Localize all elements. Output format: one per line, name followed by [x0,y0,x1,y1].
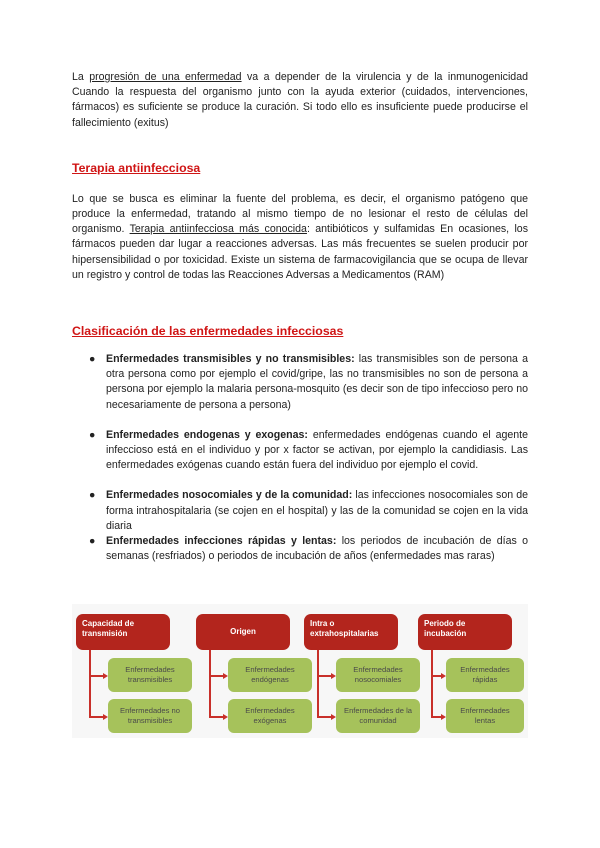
bullet-icon: ● [89,535,96,548]
connector-line [317,716,332,718]
intro-underlined-term: progresión de una enfermedad [89,71,242,83]
bullet-icon: ● [89,489,96,502]
diagram-leaf: Enfermedades endógenas [228,658,312,692]
terapia-paragraph [72,192,528,283]
document-body [72,70,528,564]
intro-text-end: va a depender de la virulencia y de la inmunogenicidad Cuando la respuesta del organismo junto con la ayuda exterior (cuidados, intervenciones, fármacos) es suficiente se produce la curación. Si todo ello es insuficiente puede producirse el fallecimiento (exitus) [72,71,528,129]
classification-diagram [72,604,528,738]
diagram-leaf: Enfermedades de la comunidad [336,699,420,733]
connector-line [317,675,332,677]
list-item [72,534,528,564]
section-heading-clasificacion: Clasificación de las enfermedades infecciosas [72,324,344,339]
bullet-icon: ● [89,428,96,441]
connector-line [89,716,104,718]
diagram-leaf: Enfermedades transmisibles [108,658,192,692]
diagram-leaf: Enfermedades exógenas [228,699,312,733]
list-item-term: Enfermedades infecciones rápidas y lentas: [106,535,337,548]
connector-line [209,650,211,717]
list-item [72,488,528,534]
list-item-text: las infecciones nosocomiales son de forma intrahospitalaria (se cojen en el hospital) y las de la comunidad se cojen en la vida diaria [106,489,528,532]
diagram-leaf: Enfermedades nosocomiales [336,658,420,692]
list-item-term: Enfermedades endogenas y exogenas: [106,428,308,441]
list-item-term: Enfermedades nosocomiales y de la comunidad: [106,489,353,502]
list-item [72,428,528,474]
diagram-category-origen: Origen [196,614,290,650]
diagram-leaf: Enfermedades lentas [446,699,524,733]
connector-line [209,716,224,718]
section-heading-terapia: Terapia antiinfecciosa [72,160,201,175]
diagram-category-incubacion: Periodo de incubación [418,614,512,650]
classification-list [72,352,528,564]
intro-paragraph [72,70,528,131]
list-item-term: Enfermedades transmisibles y no transmisibles: [106,353,355,366]
diagram-leaf: Enfermedades rápidas [446,658,524,692]
list-item-text: las transmisibles son de persona a otra persona como por ejemplo el covid/gripe, las no transmisibles no son de persona a persona por ejemplo la malaria persona-mosquito (es decir son de tipo infeccioso pero no necesariamente de persona a persona) [106,353,528,411]
terapia-text-end: : antibióticos y sulfamidas En ocasiones, los fármacos pueden dar lugar a reacciones adversas. Las más frecuentes se suelen producir por hipersensibilidad o por toxicidad. Existe un sistema de farmacovigilancia que se ocupa de llevar un registro y control de todas las Reacciones Adversas a Medicamentos (RAM) [72,223,528,281]
diagram-category-hospitalarias: Intra o extrahospitalarias [304,614,398,650]
diagram-category-transmision: Capacidad de transmisión [76,614,170,650]
list-item-text: enfermedades endógenas cuando el agente infeccioso está en el individuo y por x factor se activan, por ejemplo la candidiasis. Las enfermedades exógenas cuando están fuera del individuo por ejemplo el covid. [106,428,528,472]
terapia-underlined-term: Terapia antiinfecciosa más conocida [129,223,307,236]
bullet-icon: ● [89,353,96,366]
terapia-text-start: Lo que se busca es eliminar la fuente del problema, es decir, el organismo patógeno que produce la enfermedad, tratando al mismo tiempo de no lesionar el resto de células del organismo. [72,192,528,236]
connector-line [431,650,433,717]
list-item-text: los periodos de incubación de días o semanas (resfriados) o periodos de incubación de años (enfermedades mas raras) [106,535,528,563]
list-item [72,352,528,413]
intro-text-start: La [72,71,90,83]
connector-line [89,650,91,717]
diagram-leaf: Enfermedades no transmisibles [108,699,192,733]
connector-line [317,650,319,717]
connector-line [209,675,224,677]
connector-line [89,675,104,677]
